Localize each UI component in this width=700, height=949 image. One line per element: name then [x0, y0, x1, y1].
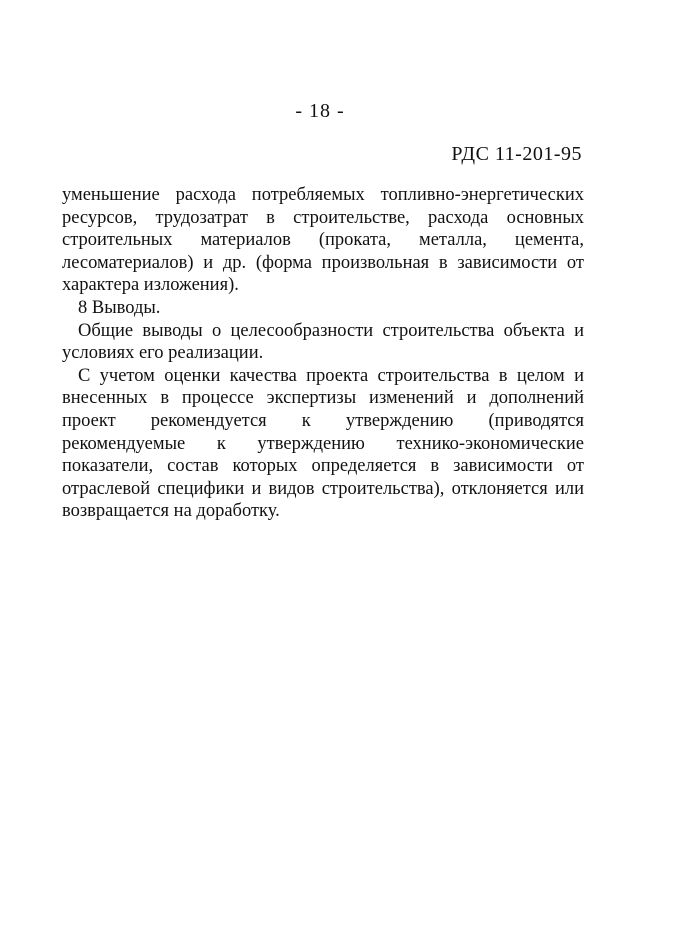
paragraph-recommendation: С учетом оценки качества проекта строительства в целом и внесенных в процессе экспертизы изменений и дополнений проект рекомендуется к утверждению (приводятся рекомендуемые к утверждению технико-экономические показатели, состав которых определяется в зависимости от отраслевой специфики и видов строительства), отклоняется или возвращается на доработку. [62, 365, 584, 522]
paragraph-continuation: уменьшение расхода потребляемых топливно-энергетических ресурсов, трудозатрат в строительстве, расхода основных строительных материалов (проката, металла, цемента, лесоматериалов) и др. (форма произвольная в зависимости от характера изложения). [62, 185, 584, 296]
document-body [62, 184, 584, 523]
page-number: - 18 - [295, 100, 345, 122]
paragraph-general-conclusions: Общие выводы о целесообразности строительства объекта и условиях его реализации. [62, 320, 584, 364]
section-heading-conclusions: 8 Выводы. [78, 297, 161, 318]
document-code: РДС 11-201-95 [451, 143, 582, 165]
